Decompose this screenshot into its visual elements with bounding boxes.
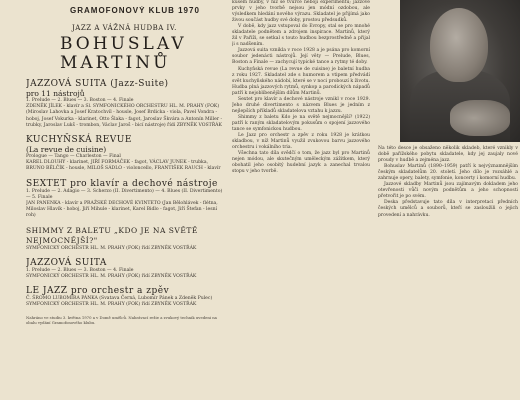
work-title: JAZZOVÁ SUITA bbox=[26, 257, 107, 268]
body-paragraph: Jazzové skladby Martinů jsou zajímavým dokladem jeho otevřenosti vůči novým podnětům a jeho schopnosti přetvořit je po svém. bbox=[378, 182, 518, 200]
work-title: KUCHYŇSKÁ REVUE bbox=[26, 135, 132, 146]
work-6 bbox=[26, 286, 226, 308]
work-detail: Č. ŠROMO LUBOMÍRA PÁNKA (Svatava Černá, Lubomír Pánek a Zdeněk Pulec) bbox=[26, 296, 213, 302]
work-subtitle: (La revue de cuisine) bbox=[26, 145, 107, 155]
right-column bbox=[378, 146, 518, 219]
body-paragraph: kusem hudby, v níž se tvůrce nebojí experimentu; jazzové prvky v jeho tvorbě nejsou jen módní ozdobou, ale výsledkem hledání nového výrazu. Skladatel je přijímá jako živou součást hudby své doby, prostou předsudků. bbox=[232, 0, 370, 24]
work-4 bbox=[26, 226, 226, 252]
work-2 bbox=[26, 135, 226, 173]
body-paragraph: Jazzová suita vznikla v roce 1928 a je psána pro komorní soubor jedenácti nástrojů. Její věty — Prelude, Blues, Boston a Finale — zachycují typické tance a rytmy té doby. bbox=[232, 48, 370, 66]
composer-first-name: BOHUSLAV bbox=[60, 34, 187, 54]
body-paragraph: Shimmy z baletu Kdo je na světě nejmocnější? (1922) patří k raným skladatelovým pokusům o spojení jazzového tance se symfonickou hudbou. bbox=[232, 114, 370, 132]
composer-portrait bbox=[400, 0, 520, 142]
body-paragraph: Deska představuje tato díla v interpretaci předních českých umělců a souborů, kteří se zasloužili o jejich provedení a nahrávku. bbox=[378, 200, 518, 218]
work-detail: JAN PANENKA - klavír a PRAŽSKÉ DECHOVÉ KVINTETO (Jan Bělohlávek - flétna, Miloslav Hlavík - hoboj, Jiří Mihule - klarinet, Karel Bidlo - fagot, Jiří Štefan - lesní roh) bbox=[26, 201, 218, 219]
work-detail: SYMFONICKÝ ORCHESTR HL. M. PRAHY (FOK) řídí ZBYNĚK VOSTŘÁK bbox=[26, 274, 197, 280]
work-3 bbox=[26, 179, 226, 220]
body-paragraph: Sextet pro klavír a dechové nástroje vznikl v roce 1929. Jeho druhé divertimento s názvem Blues je jedním z nejlepších příkladů skladatelova vztahu k jazzu. bbox=[232, 96, 370, 114]
work-detail: 1. Prelude — 2. Adagio — 3. Scherzo (II. Divertimento) — 4. Blues (II. Divertimento) — 5. Finale bbox=[26, 188, 223, 200]
body-paragraph: Bohuslav Martinů (1890–1959) patří k nejvýznamnějším českým skladatelům 20. století. Jeho dílo je rozsáhlé a zahrnuje opery, balety, symfonie, koncerty i komorní hudbu. bbox=[378, 164, 518, 182]
club-title: GRAMOFONOVÝ KLUB 1970 bbox=[70, 6, 200, 15]
work-5 bbox=[26, 258, 226, 280]
portrait-hand bbox=[450, 100, 510, 136]
work-detail: 1. Prelude — 2. Blues — 3. Boston — 4. Finale bbox=[26, 98, 134, 103]
body-paragraph: Kuchyňská revue (La revue de cuisine) je baletní hudba z roku 1927. Skladatel zde s humorem a vtipem předvádí svět kuchyňského nádobí, které se v noci probouzí k životu. Hudba plná jazzových rytmů, synkop a parodických nápadů patří k nejoblíbenějším dílům Martinů. bbox=[232, 66, 370, 96]
work-detail: (Miroslav Lahovka a Josef Kratochvíl - housle, Josef Brdicka - viola, Pavel Vondra - hoboj, Josef Vokurka - klarinet, Otto Šlaka - fagot, Jaroslav Škvára a Antonín Miller - trubky, Jaroslav Lukš - trombon, Václav Jaroš - bicí nástroje) řídí ZBYNĚK VOSTŘÁK bbox=[26, 110, 223, 128]
left-column bbox=[26, 6, 226, 398]
composer-last-name: MARTINŮ bbox=[60, 53, 171, 73]
body-paragraph: Všechna tato díla svědčí o tom, že jazz byl pro Martinů nejen módou, ale skutečným uměleckým zážitkem, který obohatil jeho osobitý hudební jazyk a zanechal trvalou stopu v jeho tvorbě. bbox=[232, 151, 370, 175]
work-detail: 1. Prelude — 2. Blues — 3. Boston — 4. Finale bbox=[26, 267, 134, 273]
work-detail: ZDENĚK JÍLEK - klavír a Sl. SYMFONICKÉHO ORCHESTRU HL. M. PRAHY (FOK) bbox=[26, 104, 220, 110]
work-title: SEXTET pro klavír a dechové nástroje bbox=[26, 178, 218, 189]
work-detail: Prologue — Tango — Charleston — Final bbox=[26, 154, 121, 160]
work-detail: SYMFONICKÝ ORCHESTR HL. M. PRAHY (FOK) řídí ZBYNĚK VOSTŘÁK bbox=[26, 245, 197, 251]
work-detail: SYMFONICKÝ ORCHESTR HL. M. PRAHY (FOK) řídí ZBYNĚK VOSTŘÁK bbox=[26, 302, 197, 308]
work-title: JAZZOVÁ SUITA (Jazz-Suite) bbox=[26, 79, 169, 89]
work-title: LE JAZZ pro orchestr a zpěv bbox=[26, 286, 170, 297]
work-detail: KAREL DLOUHÝ - klarinet, JIŘÍ FORMÁČEK - fagot, VÁCLAV JUNEK - trubka, BRUNO BĚLČÍK - housle, MILOŠ SÁDLO - violoncello, FRANTIŠEK RAUCH - klavír bbox=[26, 160, 221, 172]
work-1 bbox=[26, 79, 226, 129]
composer-name bbox=[60, 35, 226, 73]
middle-column bbox=[232, 0, 370, 400]
work-subtitle: pro 11 nástrojů bbox=[26, 89, 85, 98]
work-title: SHIMMY Z BALETU „KDO JE NA SVĚTĚ NEJMOCNĚJŠÍ?" bbox=[26, 225, 198, 245]
body-paragraph: V době, kdy jazz vstupoval do Evropy, stal se pro mnohé skladatele podnětem a zdrojem inspirace. Martinů, který žil v Paříži, se setkal s touto hudbou bezprostředně a přijal ji s nadšením. bbox=[232, 24, 370, 48]
portrait-face bbox=[430, 8, 488, 82]
recording-note: Nahráno ve studiu 3. května 1970 a v Domě umělců. Nahrávací režie a zvukový technik uvedeni na obalu vydání Gramofonového klubu. bbox=[26, 314, 217, 325]
body-paragraph: Na této desce je obsaženo několik skladeb, které vznikly v době pařížského pobytu skladatele, kdy jej zaujaly nové proudy v hudbě a zejména jazz. bbox=[378, 146, 518, 164]
series-title: JAZZ A VÁŽNÁ HUDBA IV. bbox=[72, 24, 177, 32]
body-paragraph: Le Jazz pro orchestr a zpěv z roku 1928 je krátkou skladbou, v níž Martinů využil zvukovou barvu jazzového orchestru i vokálního tria. bbox=[232, 133, 370, 151]
